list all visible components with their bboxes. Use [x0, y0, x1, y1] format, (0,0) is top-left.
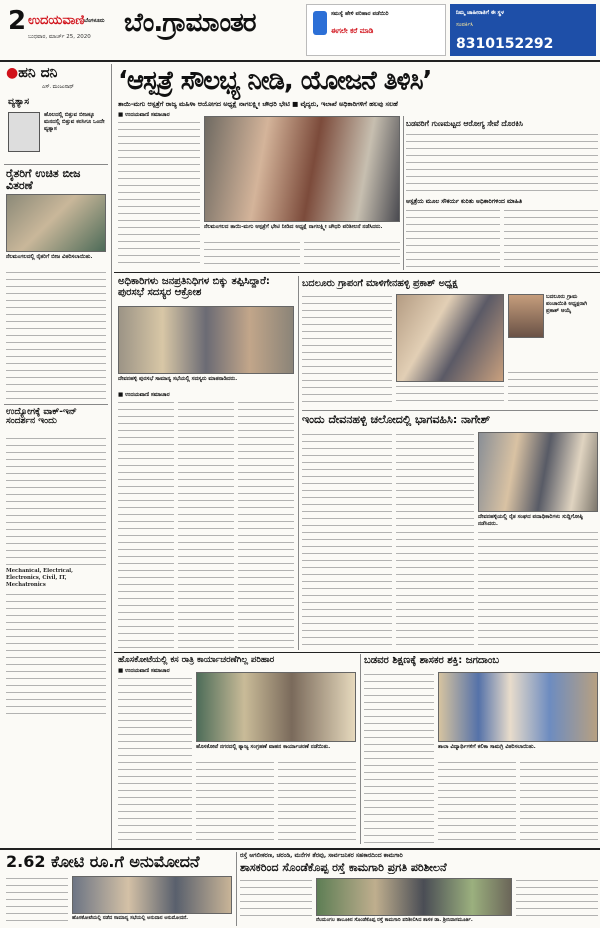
officials-byline: ■ ಉದಯವಾಣಿ ಸಮಾಚಾರ: [118, 392, 170, 398]
ad-service-line1: ನಿಮ್ಮ ಜಾಹೀರಾತಿಗೆ ಈ ಸ್ಥಳ: [456, 10, 504, 16]
hoskote-body-col1: [118, 676, 192, 844]
section-rule: [0, 848, 600, 850]
officials-caption: ದೇವನಹಳ್ಳಿ ಪುರಸಭೆ ಸಾಮಾನ್ಯ ಸಭೆಯಲ್ಲಿ ಸದಸ್ಯರು ಮಾತನಾಡಿದರು.: [118, 376, 238, 382]
devanahalli-body-col1: [302, 432, 392, 648]
lead-body-col3: [304, 240, 400, 268]
heart-icon: ●: [6, 65, 19, 81]
lead-side-body-c: [504, 208, 598, 268]
devanahalli-caption: ದೇವನಹಳ್ಳಿಯಲ್ಲಿ ರೈತ ಸಂಘದ ಪದಾಧಿಕಾರಿಗಳು ಸುದ್ದಿಗೋಷ್ಠಿ ನಡೆಸಿದರು.: [478, 514, 583, 527]
logo-text: ಹನಿ ದನಿ: [18, 65, 58, 81]
story2-headline: ಉದ್ಯೋಗಕ್ಕೆ ವಾಕ್-ಇನ್ ಸಂದರ್ಶನ ಇಂದು: [6, 407, 77, 427]
divider: [4, 404, 108, 405]
crore-caption: ಹೊಸಕೋಟೆಯಲ್ಲಿ ನಡೆದ ಸಾಮಾನ್ಯ ಸಭೆಯಲ್ಲಿ ಅನುದಾನ ಅನುಮೋದನೆ.: [72, 915, 189, 921]
hoskote-photo: [196, 672, 356, 742]
issue-date: ಬುಧವಾರ, ಮಾರ್ಚ್ 25, 2020: [28, 34, 91, 40]
edition-label: ಬೆಂಗಳೂರು: [84, 18, 105, 24]
hoskote-headline: ಹೊಸಕೋಟೆಯಲ್ಲಿ ಕಸ ರಾತ್ರಿ ಕಾರ್ಯಾಚರಣೆಗಿಲ್ಲ ಪರಿಹಾರ: [118, 656, 275, 665]
ad-service-line2: ಸಂಪರ್ಕಿಸಿ: [456, 22, 474, 28]
farmers-photo: [6, 194, 106, 252]
column-divider: [403, 116, 404, 270]
road-body-col2: [516, 878, 598, 922]
badaluru-headline: ಬದಲೂರು ಗ್ರಾಪಂಗೆ ಮಾಳಿಗೇನಹಳ್ಳಿ ಪ್ರಕಾಶ್ ಅಧ್ಯಕ್ಷ: [302, 279, 458, 289]
badaluru-body-col1: [302, 294, 392, 406]
lead-body-col2: [204, 240, 300, 268]
ad-phone-number: 8310152292: [456, 36, 554, 52]
logo-author: ಎಸ್. ಮಂಜುನಾಥ್: [42, 84, 74, 90]
ad-helpline[interactable]: [306, 4, 446, 56]
devanahalli-body-col2: [396, 432, 474, 648]
officials-headline: ಅಧಿಕಾರಿಗಳು ಜನಪ್ರತಿನಿಧಿಗಳ ಬಿಕ್ಕು ತಪ್ಪಿಸಿದ್ದಾರೆ: ಪುರಸಭೆ ಸದಸ್ಯರ ಆಕ್ರೋಶ: [118, 276, 270, 298]
story2-body-b: [6, 592, 106, 718]
honeydoney-logo: [6, 66, 57, 81]
badaluru-portrait: [508, 294, 544, 338]
education-photo: [438, 672, 598, 742]
left-column: [4, 64, 108, 844]
officials-photo: [118, 306, 294, 374]
story1-headline: ರೈತರಿಗೆ ಉಚಿತ ಬೀಜ ವಿತರಣೆ: [6, 167, 81, 192]
lead-side-body-b: [406, 208, 500, 268]
crore-body-col1: [6, 876, 68, 922]
crore-headline: 2.62 ಕೋಟಿ ರೂ.ಗೆ ಅನುಮೋದನೆ: [6, 852, 200, 871]
devanahalli-headline: ಇಂದು ದೇವನಹಳ್ಳಿ ಚಲೋದಲ್ಲಿ ಭಾಗವಹಿಸಿ: ನಾಗೇಶ್: [302, 414, 491, 426]
lead-photo: [204, 116, 400, 222]
lead-caption: ನೆಲಮಂಗಲದ ತಾಯಿ-ಮಗು ಆಸ್ಪತ್ರೆಗೆ ಭೇಟಿ ನೀಡಿದ ಅಧ್ಯಕ್ಷೆ ನಾಗಲಕ್ಷ್ಮೀ ಚೌಧರಿ ಪರಿಶೀಲನೆ ನಡೆಸಿದರು.: [204, 224, 383, 230]
devanahalli-body-col3: [478, 530, 598, 648]
road-body-col1: [240, 878, 312, 922]
column-divider: [111, 64, 112, 848]
education-body-col1: [364, 672, 434, 844]
officials-body-col2: [178, 400, 234, 648]
education-caption: ಶಾಲಾ ವಿದ್ಯಾರ್ಥಿಗಳಿಗೆ ಕಲಿಕಾ ಸಾಮಗ್ರಿ ವಿತರಿಸಲಾಯಿತು.: [438, 744, 536, 750]
story2-body-a: [6, 436, 106, 566]
lead-body-col1: [118, 120, 200, 266]
education-body-col2: [438, 760, 516, 844]
lead-side-headline: ಬಡವರಿಗೆ ಗುಣಮಟ್ಟದ ಆರೋಗ್ಯ ಸೇವೆ ದೊರಕಿಸಿ: [406, 119, 523, 128]
hoskote-body-col2: [196, 760, 274, 844]
road-caption: ನೆಲಮಂಗಲ ತಾಲೂಕಿನ ಸೊಂಡೆಕೊಪ್ಪ ರಸ್ತೆ ಕಾಮಗಾರಿ ಪರಿಶೀಲಿಸಿದ ಶಾಸಕ ಡಾ. ಶ್ರೀನಿವಾಸಮೂರ್ತಿ.: [316, 917, 473, 923]
ad-helpline-line1: ಸಮಸ್ಯೆ ಹೇಳಿ ಪರಿಹಾರ ಪಡೆಯಿರಿ: [331, 11, 389, 17]
badaluru-side-note: ಬದಲೂರು ಗ್ರಾಮ ಪಂಚಾಯಿತಿ ಅಧ್ಯಕ್ಷರಾಗಿ ಪ್ರಕಾಶ್ ಆಯ್ಕೆ: [546, 294, 588, 314]
divider: [4, 164, 108, 165]
officials-body-col1: [118, 400, 174, 648]
education-headline: ಬಡವರ ಶಿಕ್ಷಣಕ್ಕೆ ಶಾಸಕರ ಶಕ್ತಿ: ಜಗದಾಂಬ: [364, 656, 500, 666]
person-sketch: [8, 112, 40, 152]
divider: [302, 410, 598, 411]
section-rule: [114, 272, 600, 273]
masthead: [0, 0, 600, 60]
hoskote-body-col3: [278, 760, 356, 844]
paper-name: ಉದಯವಾಣಿ: [28, 13, 85, 28]
lead-subhead: ತಾಯಿ-ಮಗು ಆಸ್ಪತ್ರೆಗೆ ರಾಜ್ಯ ಮಹಿಳಾ ಆಯೋಗದ ಅಧ್ಯಕ್ಷೆ ನಾಗಲಕ್ಷ್ಮೀ ಚೌಧರಿ ಭೇಟಿ ■ ವೈದ್ಯರು, ಇಲಾಖೆ ಅಧಿಕಾರಿಗಳಿಗೆ ಹಲವು ಸಲಹೆ: [118, 100, 398, 108]
road-photo: [316, 878, 512, 916]
column-divider: [236, 852, 237, 926]
hoskote-byline: ■ ಉದಯವಾಣಿ ಸಮಾಚಾರ: [118, 668, 170, 674]
section-rule: [114, 652, 600, 653]
ad-service[interactable]: [450, 4, 596, 56]
story1-caption: ನೆಲಮಂಗಲದಲ್ಲಿ ರೈತರಿಗೆ ಬೀಜ ವಿತರಿಸಲಾಯಿತು.: [6, 254, 93, 260]
hoskote-caption: ಹೊಸಕೋಟೆ ನಗರದಲ್ಲಿ ತ್ಯಾಜ್ಯ ಸಂಗ್ರಹಣೆ ವಾಹನ ಕಾರ್ಯಾಚರಣೆ ನಡೆಯಿತು.: [196, 744, 331, 750]
quote-text: ಹೊಲದಲ್ಲಿ ಬಿತ್ತುವ ಬೀಜಕ್ಕೂ ಮನದಲ್ಲಿ ಬಿತ್ತುವ ಕನಸಿಗೂ ಒಂದೇ ವ್ಯತ್ಯಾಸ: [44, 112, 105, 132]
road-headline: ಶಾಸಕರಿಂದ ಸೊಂಡೆಕೊಪ್ಪ ರಸ್ತೆ ಕಾಮಗಾರಿ ಪ್ರಗತಿ ಪರಿಶೀಲನೆ: [240, 862, 447, 874]
lead-side-body-a: [406, 132, 598, 196]
badaluru-body-col2: [396, 384, 504, 406]
badaluru-photo: [396, 294, 504, 382]
badaluru-body-col3: [508, 370, 598, 406]
column-divider: [298, 276, 299, 650]
officials-body-col3: [238, 400, 294, 648]
road-topline: ರಸ್ತೆ ಅಗಲೀಕರಣ, ಚರಂಡಿ, ಮನೆಗಳ ತೆರವು, ಸಾರ್ವಜನಿಕರ ಸಹಕಾರದಿಂದ ಕಾಮಗಾರಿ: [240, 852, 403, 859]
crore-photo: [72, 876, 232, 914]
column-divider: [360, 654, 361, 844]
phone-icon: [313, 11, 327, 35]
story1-body: [6, 270, 106, 400]
story2-english: Mechanical, Electrical, Electronics, Civil, IT, Mechatronics: [6, 568, 73, 588]
devanahalli-photo: [478, 432, 598, 512]
ad-helpline-line2: ಈಗಲೇ ಕರೆ ಮಾಡಿ: [331, 27, 374, 35]
section-title: ಬೆಂ.ಗ್ರಾಮಾಂತರ: [124, 8, 256, 38]
education-body-col3: [520, 760, 598, 844]
lead-byline: ■ ಉದಯವಾಣಿ ಸಮಾಚಾರ: [118, 112, 170, 118]
masthead-rule: [0, 60, 600, 62]
lead-side-subhead: ಆಸ್ಪತ್ರೆಯ ಮೂಲ ಸೌಕರ್ಯ ಕುರಿತು ಅಧಿಕಾರಿಗಳಿಂದ ಮಾಹಿತಿ: [406, 198, 523, 205]
page-number: 2: [8, 6, 27, 36]
lead-headline: ‘ಆಸ್ಪತ್ರೆ ಸೌಲಭ್ಯ ನೀಡಿ, ಯೋಜನೆ ತಿಳಿಸಿ’: [118, 66, 432, 96]
quote-title: ವ್ಯತ್ಯಾಸ: [8, 97, 29, 107]
